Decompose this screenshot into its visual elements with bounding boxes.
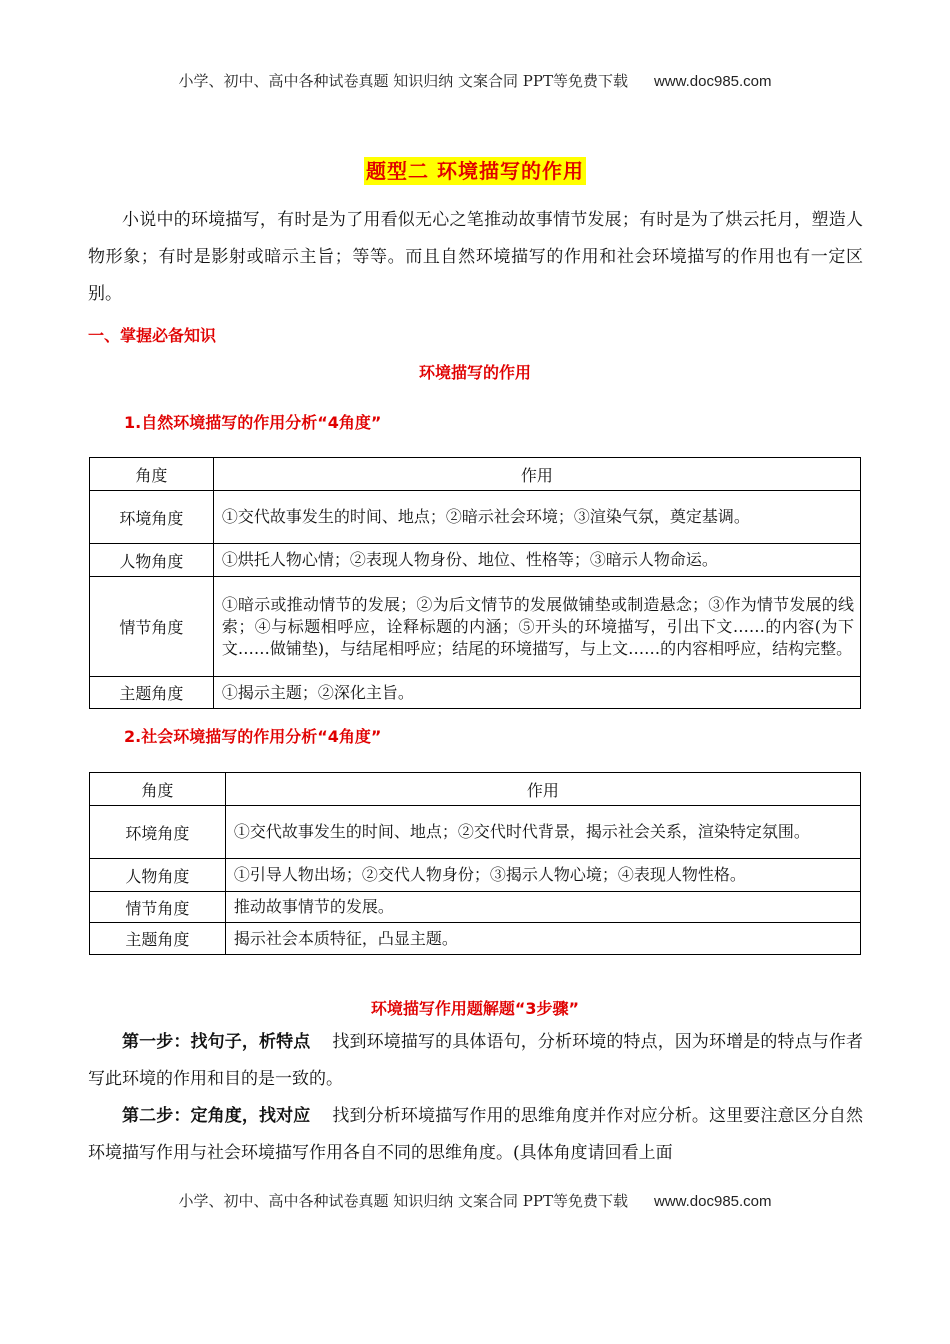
step-1-label: 第一步：找句子，析特点 <box>122 1032 311 1052</box>
footer-text: 小学、初中、高中各种试卷真题 知识归纳 文案合同 PPT等免费下载 <box>178 1192 628 1210</box>
row-function: ①引导人物出场；②交代人物身份；③揭示人物心境；④表现人物性格。 <box>225 859 860 892</box>
table-header-angle: 角度 <box>90 773 226 806</box>
table-row <box>90 677 861 709</box>
row-function: ①烘托人物心情；②表现人物身份、地位、性格等；③暗示人物命运。 <box>213 544 860 577</box>
row-function: ①交代故事发生的时间、地点；②暗示社会环境；③渲染气氛，奠定基调。 <box>213 491 860 544</box>
page-footer <box>0 1190 950 1211</box>
social-environment-table <box>89 772 861 955</box>
page-title <box>0 155 950 184</box>
step-2 <box>88 1098 863 1172</box>
step-2-label: 第二步：定角度，找对应 <box>122 1106 311 1126</box>
row-function: 揭示社会本质特征，凸显主题。 <box>225 923 860 955</box>
table-row <box>90 544 861 577</box>
table-row <box>90 892 861 923</box>
subtitle-steps: 环境描写作用题解题“3步骤” <box>370 999 580 1018</box>
subtitle-functions: 环境描写的作用 <box>418 363 531 382</box>
header-text: 小学、初中、高中各种试卷真题 知识归纳 文案合同 PPT等免费下载 <box>178 72 628 90</box>
table1-heading-text: 自然环境描写的作用分析“4角度” <box>141 413 382 432</box>
table2-heading-text: 社会环境描写的作用分析“4角度” <box>141 727 382 746</box>
table1-heading <box>124 410 381 433</box>
table-row <box>90 491 861 544</box>
table-header-function: 作用 <box>213 458 860 491</box>
row-angle: 情节角度 <box>90 577 214 677</box>
row-angle: 人物角度 <box>90 859 226 892</box>
table-row <box>90 923 861 955</box>
table-row <box>90 859 861 892</box>
row-function: 推动故事情节的发展。 <box>225 892 860 923</box>
section-heading: 一、掌握必备知识 <box>88 326 217 345</box>
step-1-text: 找到环境描写的具体语句，分析环境的特点，因为环增是的特点与作者写此环境的作用和目的是一致的。 <box>88 1032 864 1089</box>
table-header-function: 作用 <box>225 773 860 806</box>
row-function: ①交代故事发生的时间、地点；②交代时代背景，揭示社会关系，渲染特定氛围。 <box>225 806 860 859</box>
row-angle: 人物角度 <box>90 544 214 577</box>
page-title-text: 题型二 环境描写的作用 <box>366 159 584 183</box>
table-row <box>90 577 861 677</box>
step-2-text: 找到分析环境描写作用的思维角度并作对应分析。这里要注意区分自然环境描写作用与社会环境描写作用各自不同的思维角度。(具体角度请回看上面 <box>88 1106 864 1163</box>
row-angle: 主题角度 <box>90 923 226 955</box>
row-function: ①揭示主题；②深化主旨。 <box>213 677 860 709</box>
footer-site-link[interactable]: www.doc985.com <box>653 1193 772 1210</box>
table1-heading-num: 1. <box>124 413 142 432</box>
table2-heading-num: 2. <box>124 727 142 746</box>
header-site-link[interactable]: www.doc985.com <box>653 73 772 90</box>
table-row <box>90 806 861 859</box>
table-header-row <box>90 458 861 491</box>
row-angle: 环境角度 <box>90 491 214 544</box>
page-header <box>0 70 950 91</box>
table2-heading <box>124 724 381 747</box>
row-angle: 主题角度 <box>90 677 214 709</box>
row-angle: 环境角度 <box>90 806 226 859</box>
table-header-angle: 角度 <box>90 458 214 491</box>
step-1 <box>88 1024 863 1098</box>
natural-environment-table <box>89 457 861 709</box>
row-angle: 情节角度 <box>90 892 226 923</box>
row-function: ①暗示或推动情节的发展；②为后文情节的发展做铺垫或制造悬念；③作为情节发展的线索；④与标题相呼应，诠释标题的内涵；⑤开头的环境描写，引出下文……的内容(为下文……做铺垫)，与结尾相呼应；结尾的环境描写，与上文……的内容相呼应，结构完整。 <box>213 577 860 677</box>
intro-paragraph: 小说中的环境描写，有时是为了用看似无心之笔推动故事情节发展；有时是为了烘云托月，塑造人物形象；有时是影射或暗示主旨；等等。而且自然环境描写的作用和社会环境描写的作用也有一定区别。 <box>88 210 863 304</box>
table-header-row <box>90 773 861 806</box>
